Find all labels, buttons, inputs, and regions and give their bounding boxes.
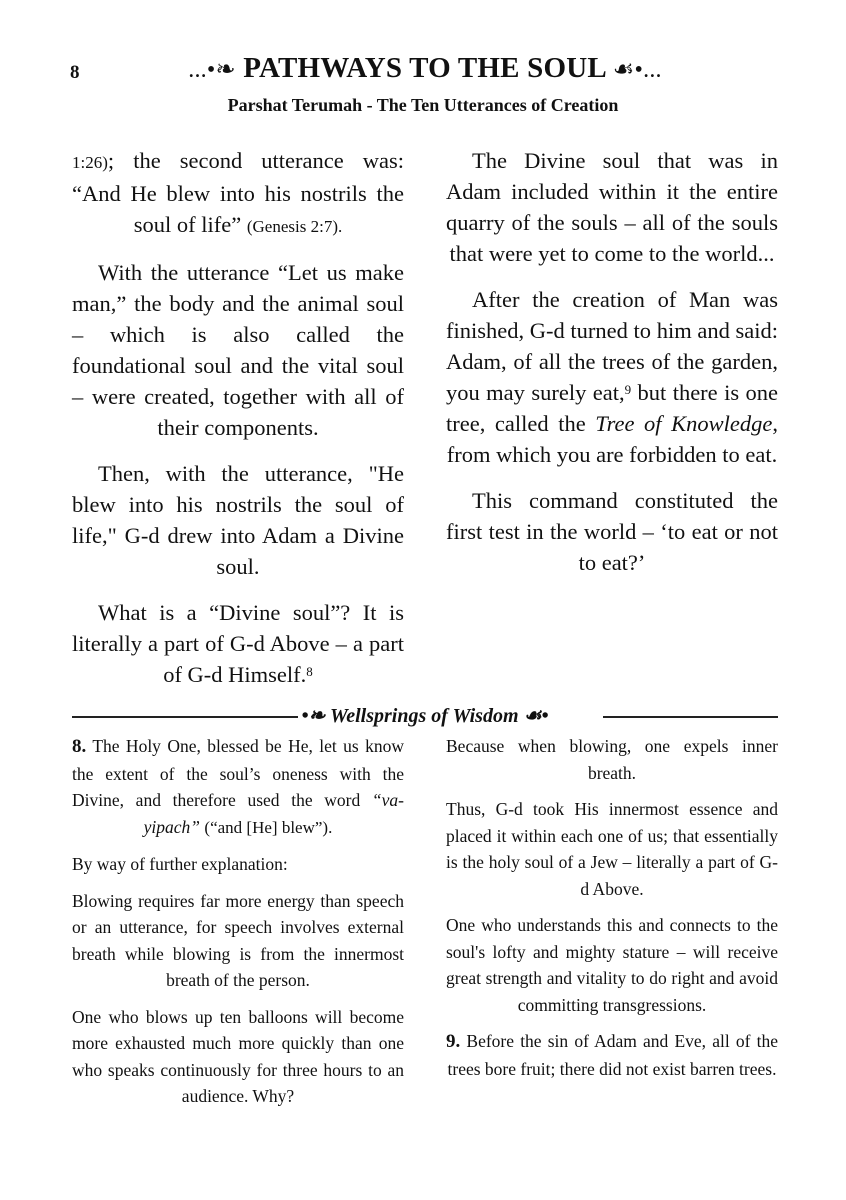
footnotes-column-left [72,733,404,1120]
text-run: , from which you are forbidden to eat. [446,411,778,467]
text-run: The Holy One, blessed be He, let us know the extent of the soul’s oneness with the Divine, and therefore used the word [72,736,404,810]
footnote-paragraph [446,733,778,786]
text-run: By way of further explanation: [72,854,288,874]
main-column-left [72,145,404,705]
text-run: After the creation of Man was finished, G-d turned to him and said: Adam, of all the trees of the garden, you may surely eat, [446,287,778,405]
divider-ornament-left-icon: •❧ [301,705,326,727]
footnote-paragraph [72,1004,404,1110]
footnote-ref: 9 [624,382,632,397]
text-run: (Genesis 2:7). [246,217,343,236]
paragraph [72,145,404,242]
paragraph [446,145,778,269]
footnote-divider [72,703,778,729]
chapter-subtitle: Parshat Terumah - The Ten Utterances of Creation [227,95,619,115]
paragraph [72,597,404,690]
ornament-right-icon: ☙•... [612,57,662,83]
text-run: (“and [He] blew”). [204,817,333,837]
text-run: One who understands this and connects to the soul's lofty and mighty stature – will receive great strength and vitality to do right and avoid committing transgressions. [446,915,778,1015]
text-run: ; the second utterance was: “And He blew into his nostrils the soul of life” [72,148,404,237]
footnote-paragraph [72,888,404,994]
footnote-paragraph [446,1028,778,1082]
footnote-ref: 8 [306,664,313,679]
text-run: With the utterance “Let us make man,” the body and the animal soul – which is also called the foundational soul and the vital soul – were created, together with all of their components. [72,260,404,440]
paragraph [72,257,404,443]
text-run: Blowing requires far more energy than speech or an utterance, for speech involves external breath while blowing is from the innermost breath of the person. [72,890,404,990]
paragraph [446,485,778,578]
text-run: Then, with the utterance, "He blew into his nostrils the soul of life," G-d drew into Adam a Divine soul. [72,461,404,579]
text-run: One who blows up ten balloons will become more exhausted much more quickly than one who speaks continuously for three hours to an audience. Why? [72,1006,404,1106]
text-run: What is a “Divine soul”? It is literally a part of G-d Above – a part of G-d Himself. [72,600,404,687]
paragraph [446,284,778,470]
text-run: Because when blowing, one expels inner breath. [446,736,778,783]
text-run: The Divine soul that was in Adam included within it the entire quarry of the souls – all of the souls that were yet to come to the world... [446,148,778,266]
text-run: but there is one tree, called the [446,380,778,436]
main-column-right [446,145,778,593]
running-title [130,52,720,85]
text-run: “va-yipach” [143,790,404,837]
footnote-paragraph [446,796,778,902]
paragraph [72,458,404,582]
divider-label: Wellsprings of Wisdom [329,705,519,727]
footnote-number: 8. [72,736,87,757]
text-run: Before the sin of Adam and Eve, all of the trees bore fruit; there did not exist barren trees. [447,1031,778,1079]
page-number: 8 [70,62,80,83]
text-run: 1:26) [72,153,108,172]
footnotes-column-right [446,733,778,1092]
text-run: This command constituted the first test in the world – ‘to eat or not to eat?’ [446,488,778,575]
footnote-paragraph [72,851,404,878]
footnote-paragraph [72,733,404,841]
footnote-paragraph [446,912,778,1018]
book-title: PATHWAYS TO THE SOUL [243,52,606,84]
divider-ornament-right-icon: ☙• [523,705,549,727]
text-run: Tree of Knowledge [595,411,773,436]
ornament-left-icon: ...•❧ [188,57,236,83]
footnote-number: 9. [446,1031,461,1052]
text-run: Thus, G-d took His innermost essence and placed it within each one of us; that essentially is the holy soul of a Jew – literally a part of G-d Above. [446,799,778,899]
